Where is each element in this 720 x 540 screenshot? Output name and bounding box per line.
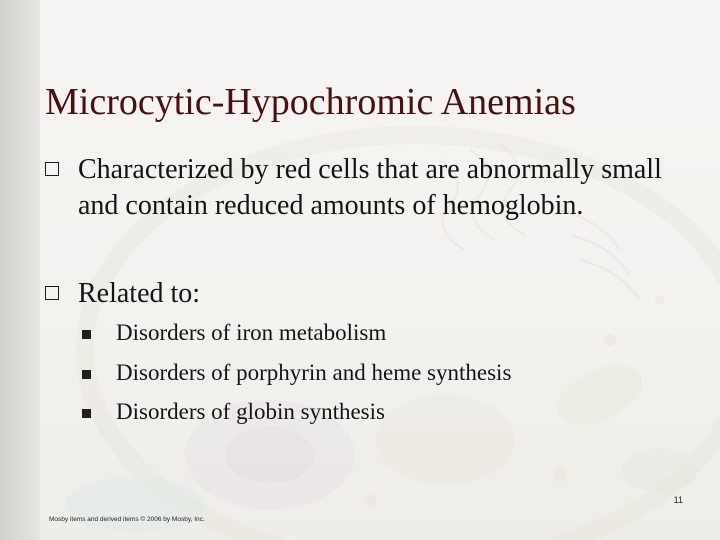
filled-square-bullet-icon (82, 370, 91, 379)
page-number: 11 (673, 495, 683, 505)
filled-square-bullet-icon (82, 409, 91, 418)
sub-bullet-porphyrin-heme: Disorders of porphyrin and heme synthesis (116, 360, 512, 385)
slide-title: Microcytic-Hypochromic Anemias (45, 81, 576, 123)
filled-square-bullet-icon (82, 330, 91, 339)
bullet-characterized: Characterized by red cells that are abnormally small and contain reduced amounts of hemoglobin. (78, 154, 662, 221)
hollow-square-bullet-icon (45, 162, 59, 176)
hollow-square-bullet-icon (45, 286, 59, 300)
sub-bullet-globin-synthesis: Disorders of globin synthesis (116, 399, 385, 424)
copyright-footer: Mosby items and derived items © 2006 by Mosby, Inc. (49, 516, 205, 523)
sub-bullet-iron-metabolism: Disorders of iron metabolism (116, 320, 387, 345)
bullet-related-to: Related to: (78, 278, 201, 309)
